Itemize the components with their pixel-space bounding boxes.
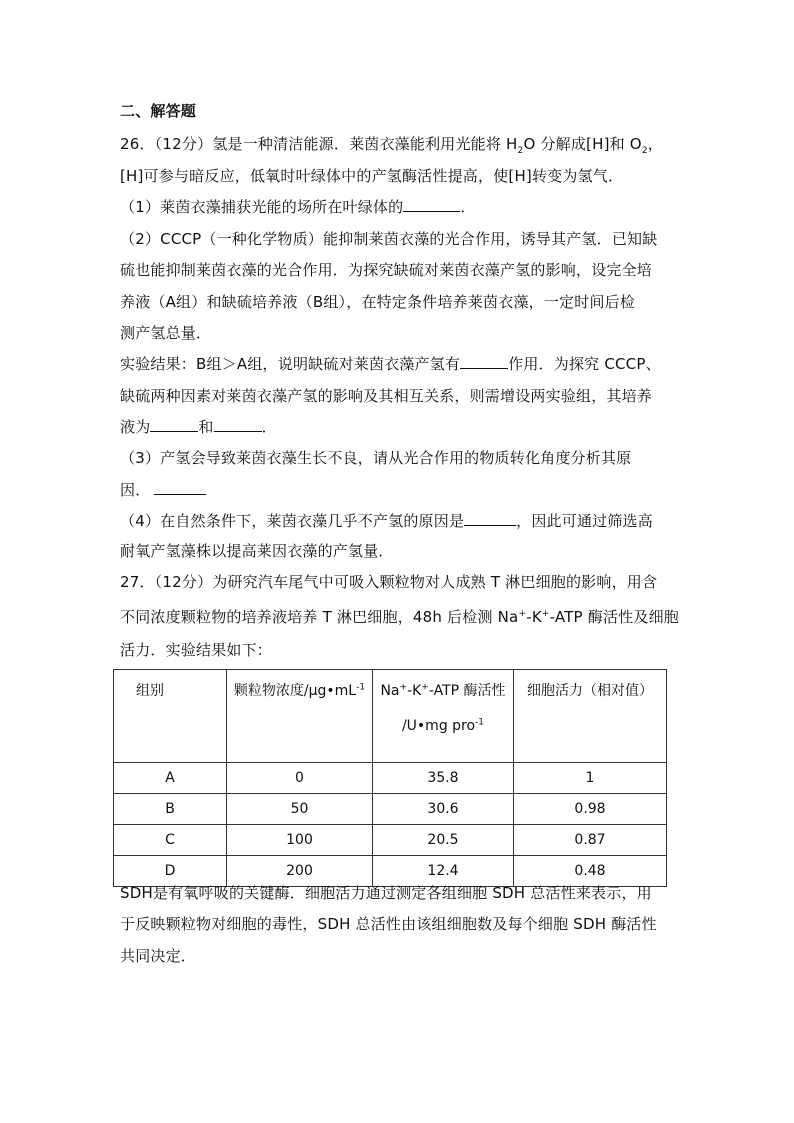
- table-row: C 100 20.5 0.87: [114, 825, 667, 856]
- answer-blank[interactable]: [154, 480, 206, 495]
- q27-after-line-2: 于反映颗粒物对细胞的毒性，SDH 总活性由该组细胞数及每个细胞 SDH 酶活性: [120, 915, 657, 933]
- q27-line-3: 活力．实验结果如下：: [120, 641, 273, 659]
- q26-sub3-line-1: （3）产氢会导致莱茵衣藻生长不良，请从光合作用的物质转化角度分析其原: [120, 449, 632, 467]
- results-table: [113, 669, 667, 887]
- q26-result-line-2: 缺硫两种因素对莱茵衣藻产氢的影响及其相互关系，则需增设两实验组，其培养: [120, 387, 653, 405]
- q26-sub4-line-1: （4）在自然条件下，莱茵衣藻几乎不产氢的原因是 ，因此可通过筛选高: [120, 512, 653, 530]
- header-vitality: 细胞活力（相对值）: [514, 670, 667, 763]
- q26-line-2: [H]可参与暗反应，低氧时叶绿体中的产氢酶活性提高，使[H]转变为氢气．: [120, 167, 624, 185]
- q27-line-1: 27．（12分）为研究汽车尾气中可吸入颗粒物对人成熟 T 淋巴细胞的影响，用含: [120, 573, 658, 591]
- q26-sub2-line-2: 硫也能抑制莱茵衣藻的光合作用．为探究缺硫对莱茵衣藻产氢的影响，设完全培: [120, 261, 653, 279]
- q26-sub2-line-3: 养液（A组）和缺硫培养液（B组），在特定条件培养莱茵衣藻，一定时间后检: [120, 293, 636, 311]
- q27-line-2: 不同浓度颗粒物的培养液培养 T 淋巴细胞，48h 后检测 Na+-K+-ATP 酶活性及细胞: [120, 608, 679, 626]
- q26-sub2-line-1: （2）CCCP（一种化学物质）能抑制莱茵衣藻的光合作用，诱导其产氢．已知缺: [120, 230, 658, 248]
- section-heading: 二、解答题: [120, 102, 197, 120]
- table-header-row: [114, 670, 667, 763]
- q27-after-line-1: SDH是有氧呼吸的关键酶．细胞活力通过测定各组细胞 SDH 总活性来表示，用: [120, 884, 652, 902]
- q26-sub1: （1）莱茵衣藻捕获光能的场所在叶绿体的 ．: [120, 198, 476, 216]
- answer-blank[interactable]: [460, 354, 508, 369]
- q27-after-line-3: 共同决定．: [120, 947, 197, 965]
- table-row: B 50 30.6 0.98: [114, 794, 667, 825]
- table-row: A 0 35.8 1: [114, 763, 667, 794]
- answer-blank[interactable]: [150, 417, 198, 432]
- answer-blank[interactable]: [464, 511, 516, 526]
- answer-blank[interactable]: [214, 417, 262, 432]
- q26-sub4-line-2: 耐氧产氢藻株以提高莱因衣藻的产氢量．: [120, 542, 394, 560]
- q26-line-1: 26．（12分）氢是一种清洁能源．莱茵衣藻能利用光能将 $H_2O$ 分解成[H]和 $O_2$，: [120, 135, 663, 156]
- q26-result-line-1: 实验结果：B组＞A组，说明缺硫对莱茵衣藻产氢有 作用．为探究 CCCP、: [120, 355, 661, 373]
- table-row: D 200 12.4 0.48: [114, 856, 667, 887]
- q26-result-line-3: 液为 和 ．: [120, 418, 277, 436]
- answer-blank[interactable]: [403, 197, 460, 212]
- header-group: 组别: [114, 670, 227, 763]
- q26-sub3-line-2: 因．: [120, 480, 206, 500]
- header-atp-activity: Na+-K+-ATP 酶活性 /U•mg pro$^{-1}$: [373, 670, 514, 763]
- q26-sub2-line-4: 测产氢总量．: [120, 324, 212, 342]
- header-concentration: 颗粒物浓度$/\mu g•mL^{-1}$: [227, 670, 373, 763]
